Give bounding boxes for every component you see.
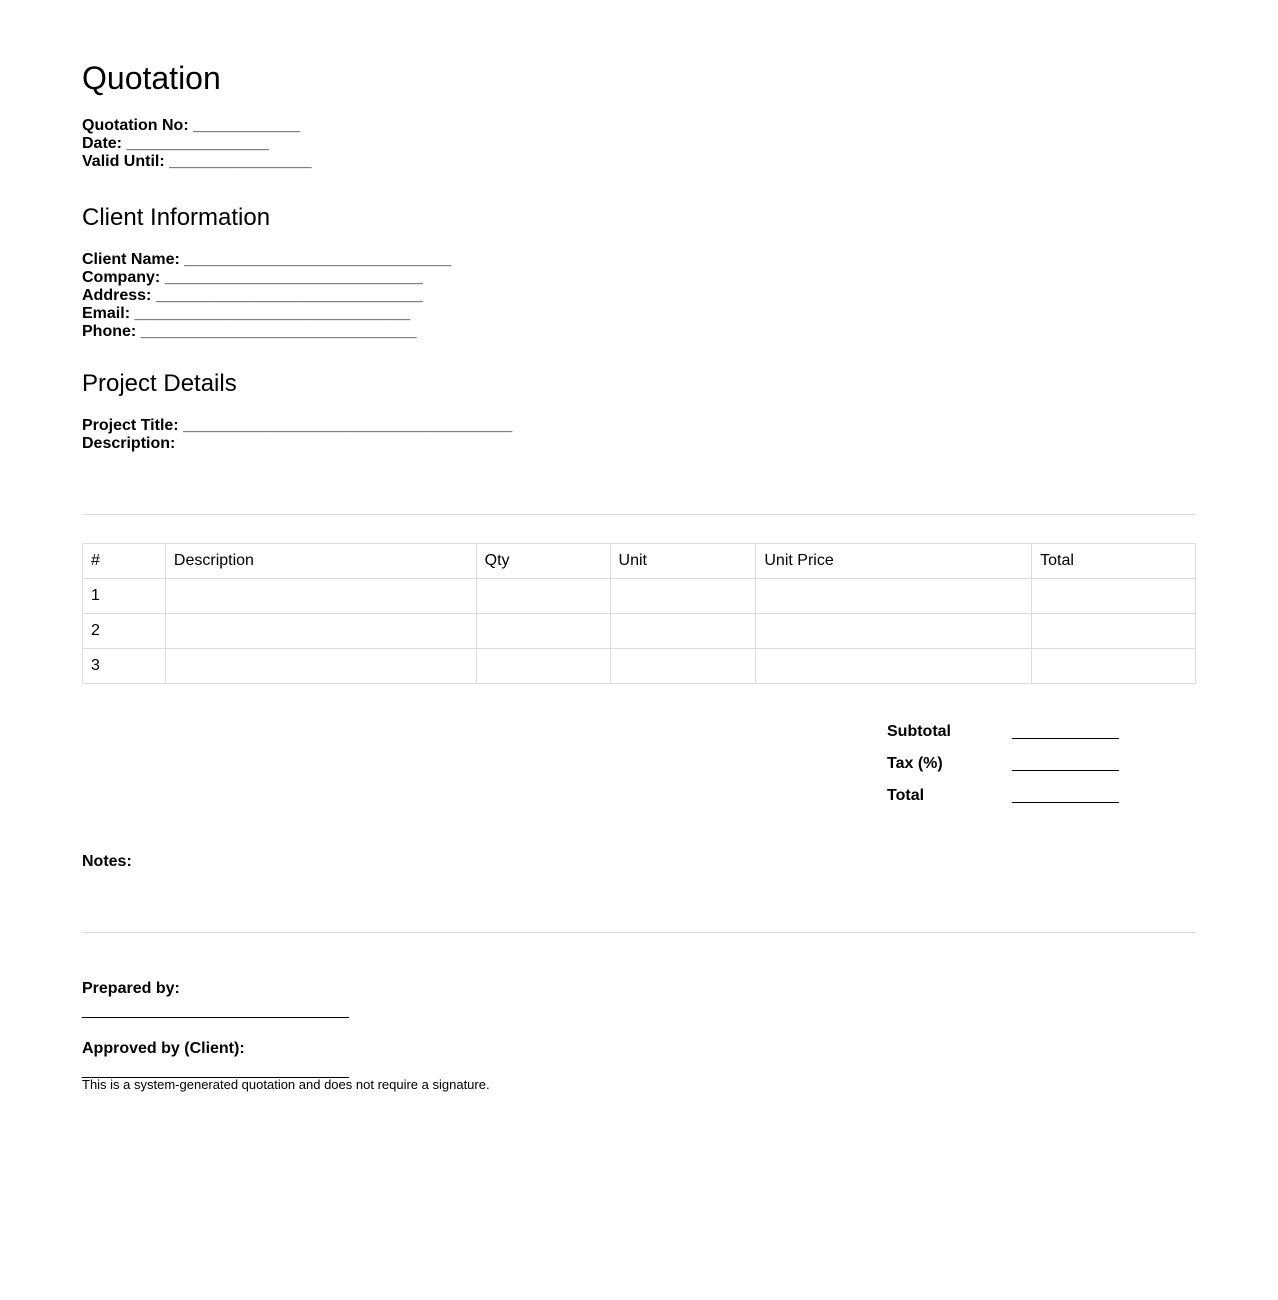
items-table [82,543,1196,684]
notes-section [82,853,132,871]
project-title-blank[interactable]: _____________________________________ [183,417,513,434]
cell-total[interactable] [1032,649,1196,684]
client-fields [82,251,451,341]
date-blank[interactable]: ________________ [126,135,269,152]
date-field [82,135,312,153]
column-header-total: Total [1032,544,1196,579]
cell-number: 3 [83,649,166,684]
cell-number: 1 [83,579,166,614]
email-field [82,305,451,323]
client-name-label: Client Name: [82,251,180,268]
column-header-unit-price: Unit Price [756,544,1032,579]
cell-unit[interactable] [610,614,756,649]
cell-unit[interactable] [610,579,756,614]
address-blank[interactable]: ______________________________ [155,287,423,304]
cell-unit-price[interactable] [756,579,1032,614]
cell-description[interactable] [165,649,476,684]
column-header-qty: Qty [476,544,610,579]
client-information-heading: Client Information [82,204,271,231]
cell-description[interactable] [165,579,476,614]
notes-label: Notes: [82,853,132,870]
valid-until-field [82,153,312,171]
email-label: Email: [82,305,131,322]
address-label: Address: [82,287,152,304]
cell-qty[interactable] [476,649,610,684]
company-field [82,269,451,287]
cell-total[interactable] [1032,614,1196,649]
grand-total-blank[interactable]: ____________ [1012,787,1119,804]
cell-qty[interactable] [476,614,610,649]
tax-blank[interactable]: ____________ [1012,755,1119,772]
grand-total-label: Total [887,787,925,804]
footer-disclaimer: This is a system-generated quotation and does not require a signature. [82,1077,490,1092]
client-name-blank[interactable]: ______________________________ [184,251,452,268]
quotation-no-label: Quotation No: [82,117,189,134]
description-field [82,435,512,453]
approved-by-label: Approved by (Client): [82,1040,245,1057]
cell-description[interactable] [165,614,476,649]
cell-qty[interactable] [476,579,610,614]
tax-row [887,752,1119,784]
prepared-by-label: Prepared by: [82,980,180,997]
company-blank[interactable]: _____________________________ [164,269,423,286]
cell-unit[interactable] [610,649,756,684]
subtotal-label: Subtotal [887,723,951,740]
quotation-no-blank[interactable]: ____________ [193,117,300,134]
date-label: Date: [82,135,123,152]
page-title: Quotation [82,60,221,96]
column-header-number: # [83,544,166,579]
table-row [83,649,1196,684]
project-fields [82,417,512,453]
table-header-row [83,544,1196,579]
grand-total-row [887,784,1119,816]
company-label: Company: [82,269,161,286]
table-row [83,614,1196,649]
phone-field [82,323,451,341]
subtotal-blank[interactable]: ____________ [1012,723,1119,740]
subtotal-row [887,720,1119,752]
prepared-by-signature-line[interactable]: ______________________________ [82,1002,349,1019]
totals-summary [887,720,1119,816]
quotation-meta [82,117,312,171]
prepared-by-section [82,980,349,1020]
valid-until-blank[interactable]: ________________ [169,153,312,170]
table-row [83,579,1196,614]
project-title-field [82,417,512,435]
cell-unit-price[interactable] [756,614,1032,649]
project-title-label: Project Title: [82,417,179,434]
valid-until-label: Valid Until: [82,153,165,170]
column-header-description: Description [165,544,476,579]
tax-label: Tax (%) [887,755,943,772]
cell-unit-price[interactable] [756,649,1032,684]
notes-divider [82,932,1196,933]
phone-blank[interactable]: _______________________________ [140,323,417,340]
column-header-unit: Unit [610,544,756,579]
approved-by-section [82,1040,349,1080]
project-details-heading: Project Details [82,370,237,397]
section-divider [82,514,1196,515]
cell-number: 2 [83,614,166,649]
description-label: Description: [82,435,176,452]
phone-label: Phone: [82,323,137,340]
cell-total[interactable] [1032,579,1196,614]
quotation-no-field [82,117,312,135]
email-blank[interactable]: _______________________________ [134,305,411,322]
address-field [82,287,451,305]
approved-by-signature-line[interactable]: ______________________________ [82,1062,349,1079]
client-name-field [82,251,451,269]
